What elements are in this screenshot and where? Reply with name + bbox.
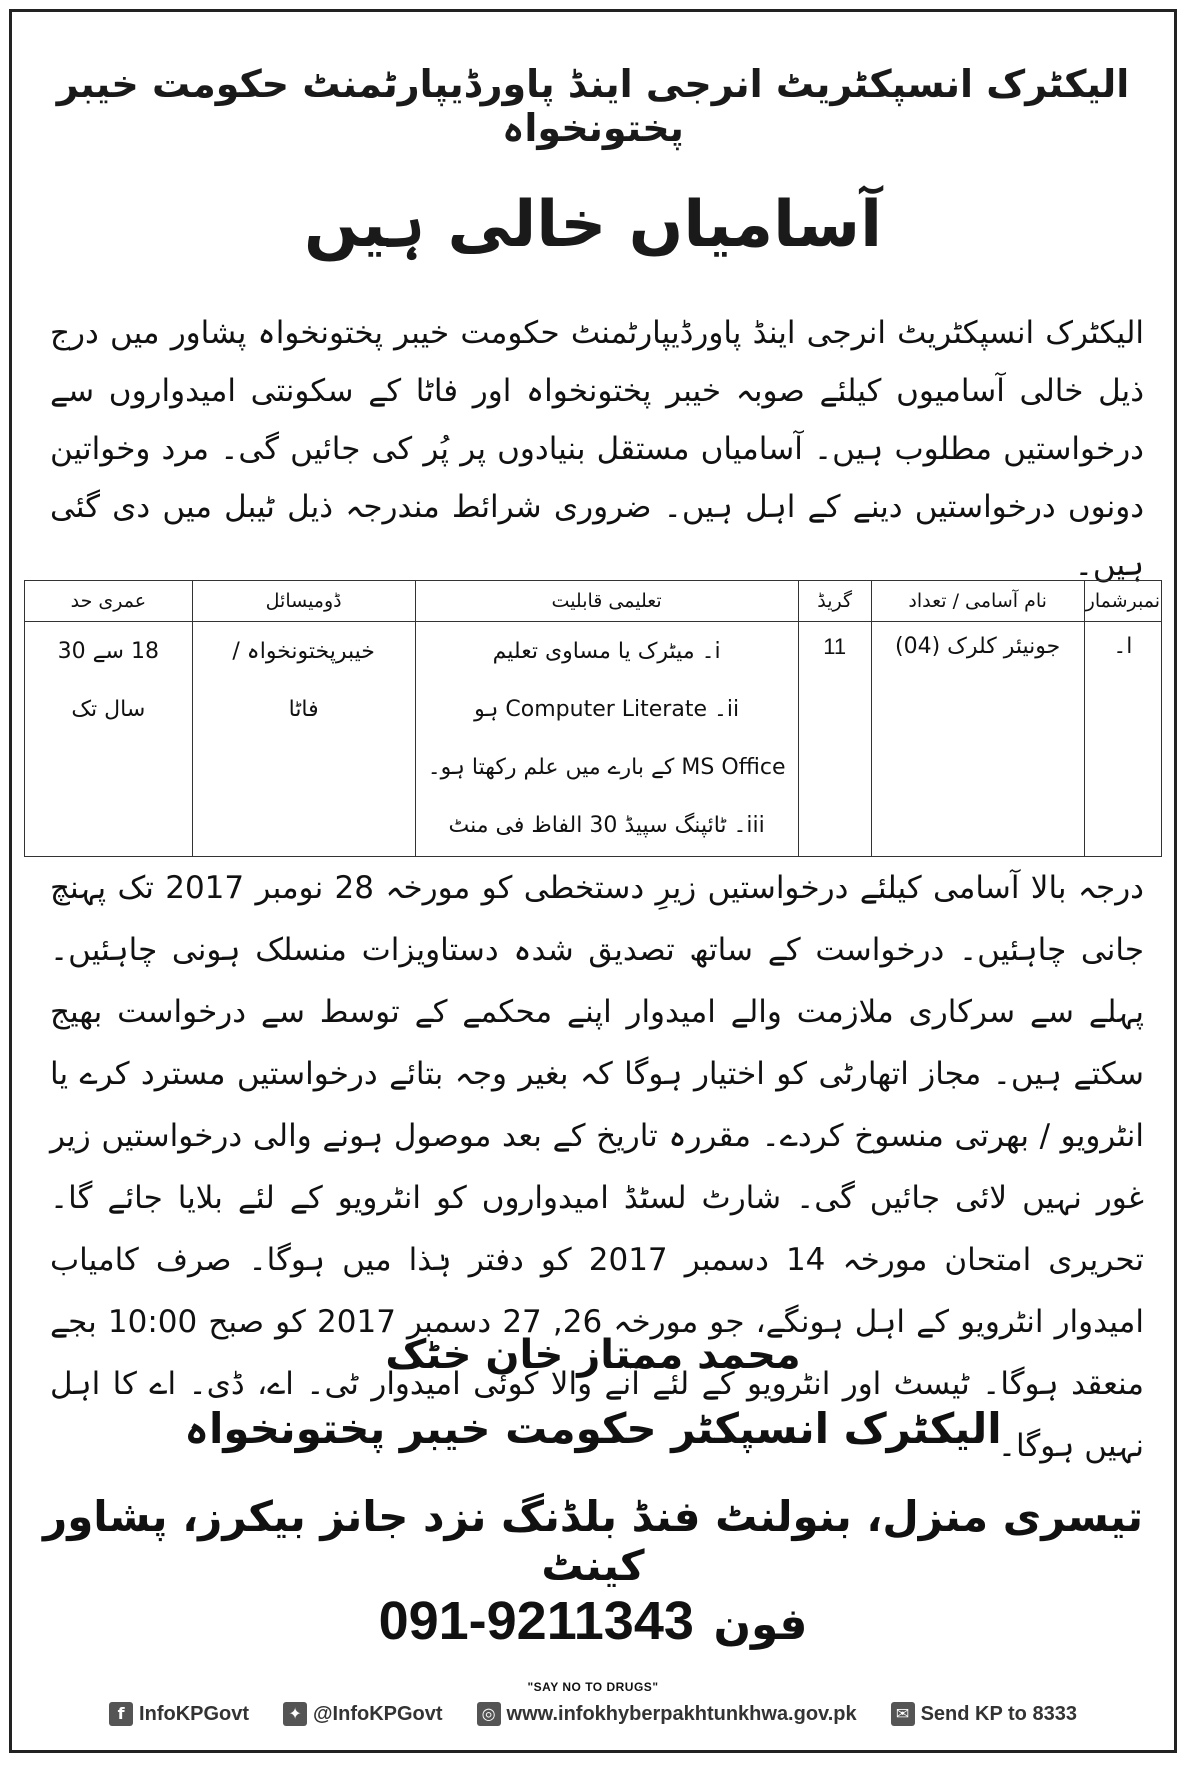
header-serial: نمبرشمار — [1084, 581, 1161, 622]
qualification-line: MS Office کے بارے میں علم رکھتا ہو۔ — [427, 755, 786, 780]
footer-website[interactable] — [477, 1702, 857, 1726]
phone-number: 091-9211343 — [378, 1591, 694, 1651]
cell-domicile — [192, 622, 415, 857]
vacancy-table — [24, 580, 1162, 857]
table-header-row — [25, 581, 1162, 622]
instructions-paragraph: درجہ بالا آسامی کیلئے درخواستیں زیرِ دستخطی کو مورخہ 28 نومبر 2017 تک پہنچ جانی چاہئیں۔ درخواست کے ساتھ تصدیق شدہ دستاویزات منسلک ہونی چاہئیں۔ پہلے سے سرکاری ملازمت والے امیدوار اپنے محکمے کے توسط سے درخواست بھیج سکتے ہیں۔ مجاز اتھارٹی کو اختیار ہوگا کہ بغیر وجہ بتائے درخواستیں مسترد کرے یا انٹرویو / بھرتی منسوخ کردے۔ مقررہ تاریخ کے بعد موصول ہونے والی درخواستیں زیر غور نہیں لائی جائیں گی۔ شارٹ لسٹڈ امیدواروں کو انٹرویو کے لئے بلایا جائے گا۔ تحریری امتحان مورخہ 14 دسمبر 2017 کو دفتر ہٰذا میں ہوگا۔ صرف کامیاب امیدوار انٹرویو کے اہل ہونگے، جو مورخہ 26, 27 دسمبر 2017 کو صبح 10:00 بجے منعقد ہوگا۔ ٹیسٹ اور انٹرویو کے لئے آنے والا کوئی امیدوار ٹی۔ اے، ڈی۔ اے کا اہل نہیں ہوگا۔ — [50, 870, 1145, 1464]
table-row — [25, 622, 1162, 857]
header-domicile: ڈومیسائل — [192, 581, 415, 622]
domicile-line: خیبرپختونخواہ / — [232, 639, 375, 664]
age-line: سال تک — [71, 697, 146, 722]
cell-qualification — [415, 622, 798, 857]
age-line: 18 سے 30 — [57, 639, 159, 664]
sms-icon: ✉ — [891, 1702, 915, 1726]
footer-twitter-text: @InfoKPGovt — [313, 1702, 443, 1725]
signatory-designation: الیکٹرک انسپکٹر حکومت خیبر پختونخواہ — [184, 1404, 1002, 1453]
facebook-icon: f — [109, 1702, 133, 1726]
phone-label: فون — [713, 1599, 808, 1650]
qualification-line: i۔ میٹرک یا مساوی تعلیم — [492, 639, 721, 664]
domicile-line: فاٹا — [288, 697, 319, 722]
signatory-name: محمد ممتاز خان خٹک — [385, 1332, 801, 1378]
footer-facebook[interactable] — [109, 1702, 249, 1726]
cell-grade: 11 — [798, 622, 871, 857]
cell-post: جونیئر کلرک (04) — [871, 622, 1084, 857]
footer-website-text: www.infokhyberpakhtunkhwa.gov.pk — [506, 1702, 857, 1725]
intro-paragraph: الیکٹرک انسپکٹریٹ انرجی اینڈ پاورڈیپارٹمنٹ حکومت خیبر پختونخواہ پشاور میں درج ذیل خالی آسامیوں کیلئے صوبہ خیبر پختونخواہ اور فاٹا کے سکونتی امیدواروں سے درخواستیں مطلوب ہیں۔ آسامیاں مستقل بنیادوں پر پُر کی جائیں گی۔ مرد وخواتین دونوں درخواستیں دینے کے اہل ہیں۔ ضروری شرائط مندرجہ ذیل ٹیبل میں دی گئی ہیں۔ — [50, 315, 1144, 583]
twitter-icon: ✦ — [283, 1702, 307, 1726]
qualification-line: ii۔ Computer Literate ہو — [474, 697, 740, 722]
department-heading: الیکٹرک انسپکٹریٹ انرجی اینڈ پاورڈیپارٹمنٹ حکومت خیبر پختونخواہ — [56, 62, 1130, 150]
cell-age-limit — [25, 622, 193, 857]
footer-contacts — [12, 1702, 1174, 1726]
qualification-line: iii۔ ٹائپنگ سپیڈ 30 الفاظ فی منٹ — [448, 813, 765, 838]
footer-facebook-text: InfoKPGovt — [139, 1702, 250, 1725]
cell-serial: ا۔ — [1084, 622, 1161, 857]
slogan: "SAY NO TO DRUGS" — [527, 1680, 659, 1694]
footer-twitter[interactable] — [283, 1702, 443, 1726]
header-grade: گریڈ — [798, 581, 871, 622]
phone-line — [12, 1590, 1174, 1652]
header-post: نام آسامی / تعداد — [871, 581, 1084, 622]
header-age-limit: عمری حد — [25, 581, 193, 622]
footer-sms-text: Send KP to 8333 — [920, 1702, 1077, 1725]
footer-sms[interactable] — [891, 1702, 1077, 1726]
page-title: آسامیاں خالی ہیں — [303, 188, 883, 262]
header-qualification: تعلیمی قابلیت — [415, 581, 798, 622]
advertisement-page — [9, 9, 1177, 1753]
office-address: تیسری منزل، بنولنٹ فنڈ بلڈنگ نزد جانز بیکرز، پشاور کینٹ — [43, 1492, 1143, 1590]
web-icon: ◎ — [477, 1702, 501, 1726]
